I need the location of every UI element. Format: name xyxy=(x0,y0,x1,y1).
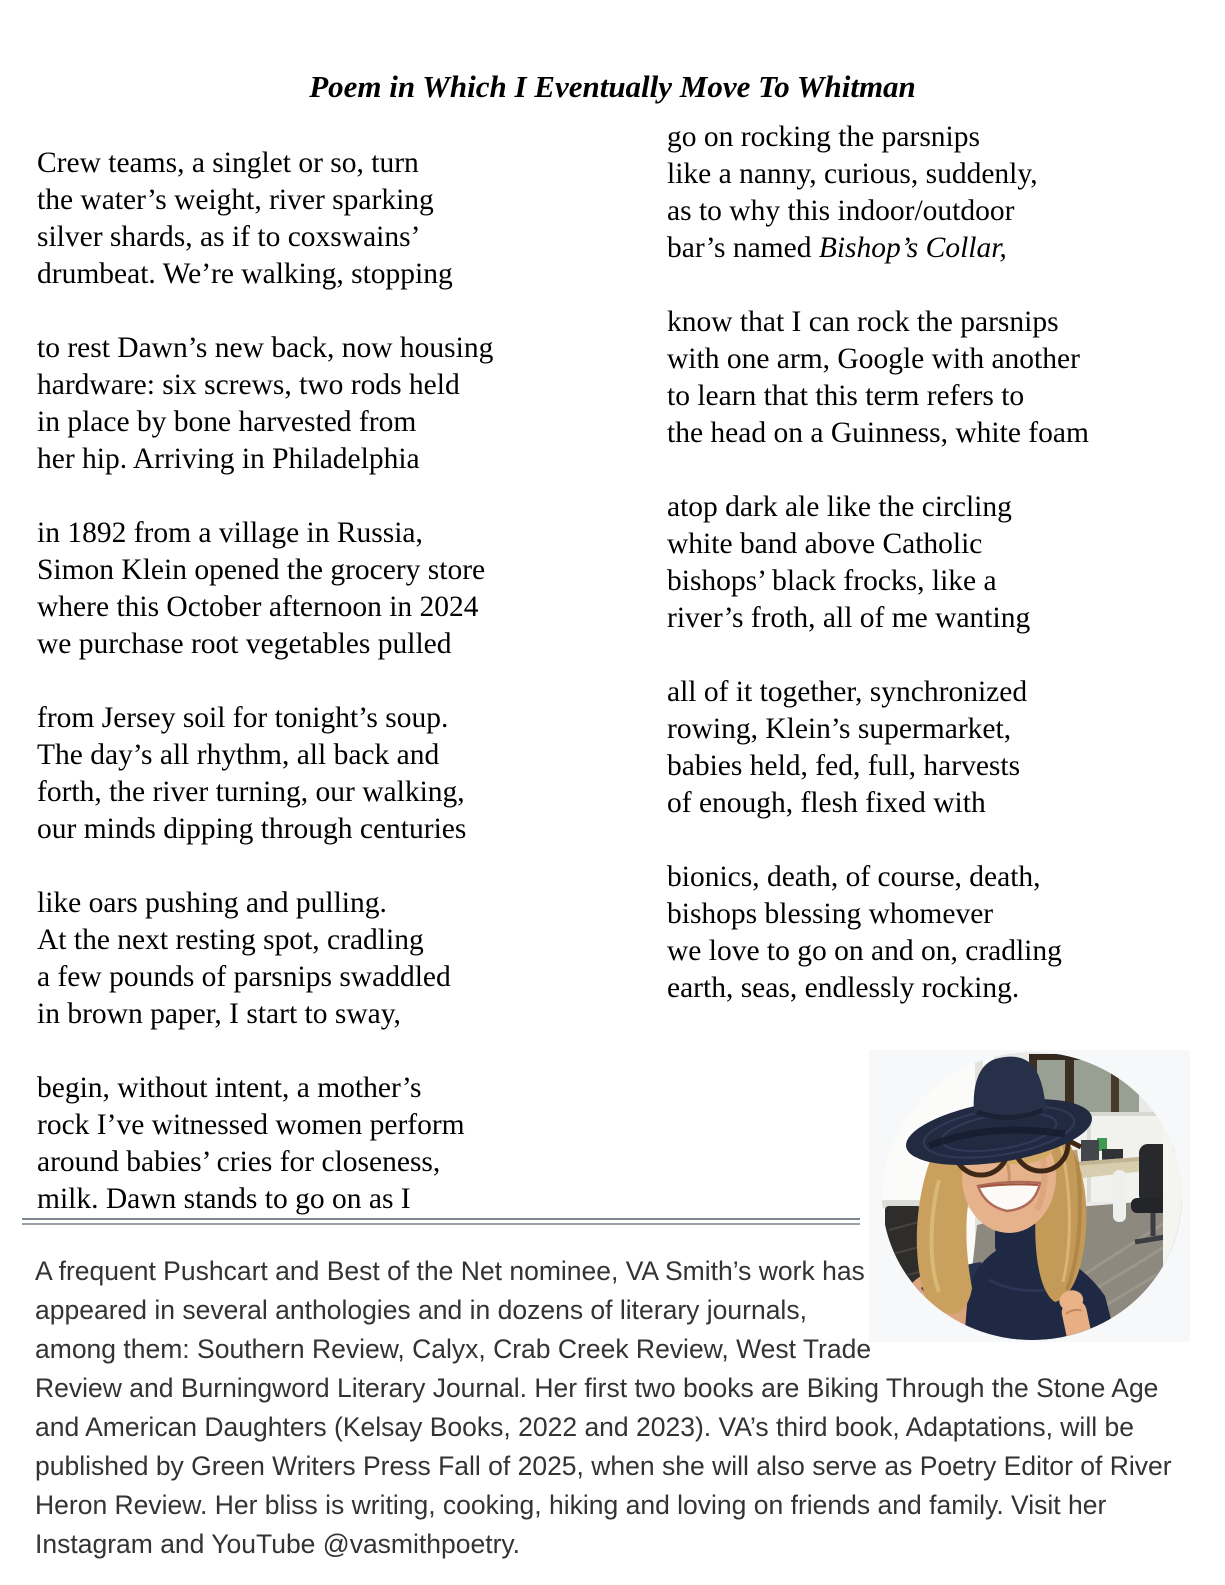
poem-line-with-italic xyxy=(667,230,1089,267)
poem-line: in 1892 from a village in Russia, xyxy=(37,517,423,549)
poem-line: the head on a Guinness, white foam xyxy=(667,417,1089,449)
poem-line-prefix: bar’s named xyxy=(667,232,819,264)
poem-line: around babies’ cries for closeness, xyxy=(37,1146,441,1178)
poem-line: we purchase root vegetables pulled xyxy=(37,628,452,660)
poem-line: bishops blessing whomever xyxy=(667,898,994,930)
poem-line: white band above Catholic xyxy=(667,528,983,560)
poem-line: forth, the river turning, our walking, xyxy=(37,776,465,808)
stanza-11 xyxy=(667,859,1089,1007)
poem-line: with one arm, Google with another xyxy=(667,343,1080,375)
poem-line: like oars pushing and pulling. xyxy=(37,887,387,919)
stanza-8 xyxy=(667,304,1089,452)
bio-line: among them: Southern Review, Calyx, Crab Creek Review, West Trade xyxy=(35,1334,872,1364)
stanza-9 xyxy=(667,489,1089,637)
poem-line-italic-title: Bishop’s Collar, xyxy=(818,232,1007,264)
stanza-3 xyxy=(37,515,493,663)
poem-line: river’s froth, all of me wanting xyxy=(667,602,1031,634)
poem-line: Simon Klein opened the grocery store xyxy=(37,554,486,586)
poem-line: At the next resting spot, cradling xyxy=(37,924,424,956)
stanza-2 xyxy=(37,330,493,478)
poem-line: we love to go on and on, cradling xyxy=(667,935,1062,967)
stanza-1 xyxy=(37,145,493,293)
poem-line: from Jersey soil for tonight’s soup. xyxy=(37,702,449,734)
stanza-5 xyxy=(37,885,493,1033)
bio-line: published by Green Writers Press Fall of 2025, when she will also serve as Poetry Editor of River xyxy=(35,1451,1172,1481)
bio-line: Heron Review. Her bliss is writing, cooking, hiking and loving on friends and family. Visit her xyxy=(35,1490,1107,1520)
poem-line: to rest Dawn’s new back, now housing xyxy=(37,332,494,364)
poem-line: begin, without intent, a mother’s xyxy=(37,1072,422,1104)
poem-line: Crew teams, a singlet or so, turn xyxy=(37,147,419,179)
poem-line: know that I can rock the parsnips xyxy=(667,306,1059,338)
bio-line: Instagram and YouTube @vasmithpoetry. xyxy=(35,1529,521,1559)
poem-line: drumbeat. We’re walking, stopping xyxy=(37,258,453,290)
poem-line: bishops’ black frocks, like a xyxy=(667,565,997,597)
stanza-6 xyxy=(37,1070,493,1218)
monitor xyxy=(1081,1140,1099,1162)
bio-line: A frequent Pushcart and Best of the Net nominee, VA Smith’s work has xyxy=(35,1256,865,1286)
poem-line: our minds dipping through centuries xyxy=(37,813,467,845)
stanza-7 xyxy=(667,119,1089,267)
poem-line: rowing, Klein’s supermarket, xyxy=(667,713,1012,745)
poem-line: as to why this indoor/outdoor xyxy=(667,195,1015,227)
poem-line: her hip. Arriving in Philadelphia xyxy=(37,443,420,475)
poem-line: a few pounds of parsnips swaddled xyxy=(37,961,451,993)
poem-line: bionics, death, of course, death, xyxy=(667,861,1041,893)
poem-line: to learn that this term refers to xyxy=(667,380,1025,412)
poem-line: silver shards, as if to coxswains’ xyxy=(37,221,421,253)
poem-line: in place by bone harvested from xyxy=(37,406,417,438)
poem-line: hardware: six screws, two rods held xyxy=(37,369,460,401)
poem-line: atop dark ale like the circling xyxy=(667,491,1012,523)
poem-line: of enough, flesh fixed with xyxy=(667,787,986,819)
bio-line: appeared in several anthologies and in dozens of literary journals, xyxy=(35,1295,807,1325)
stanza-4 xyxy=(37,700,493,848)
poem-column-left xyxy=(37,145,493,1218)
poem-title: Poem in Which I Eventually Move To Whitman xyxy=(309,69,916,104)
bio-line: and American Daughters (Kelsay Books, 2022 and 2023). VA’s third book, Adaptations, will be xyxy=(35,1412,1134,1442)
author-bio xyxy=(35,1252,1172,1564)
poem-line: go on rocking the parsnips xyxy=(667,121,980,153)
poem-column-right xyxy=(667,119,1089,1007)
poem-line: in brown paper, I start to sway, xyxy=(37,998,401,1030)
poem-line: where this October afternoon in 2024 xyxy=(37,591,479,623)
poem-line: babies held, fed, full, harvests xyxy=(667,750,1021,782)
stanza-10 xyxy=(667,674,1089,822)
poem-line: The day’s all rhythm, all back and xyxy=(37,739,440,771)
poem-line: the water’s weight, river sparking xyxy=(37,184,434,216)
section-divider-rule xyxy=(22,1218,860,1225)
poem-line: all of it together, synchronized xyxy=(667,676,1028,708)
desk-leg xyxy=(1113,1170,1126,1222)
poem-line: rock I’ve witnessed women perform xyxy=(37,1109,465,1141)
poem-line: earth, seas, endlessly rocking. xyxy=(667,972,1020,1004)
poem-line: milk. Dawn stands to go on as I xyxy=(37,1183,411,1215)
poem-line: like a nanny, curious, suddenly, xyxy=(667,158,1038,190)
bio-line: Review and Burningword Literary Journal. Her first two books are Biking Through the Stone Age xyxy=(35,1373,1159,1403)
